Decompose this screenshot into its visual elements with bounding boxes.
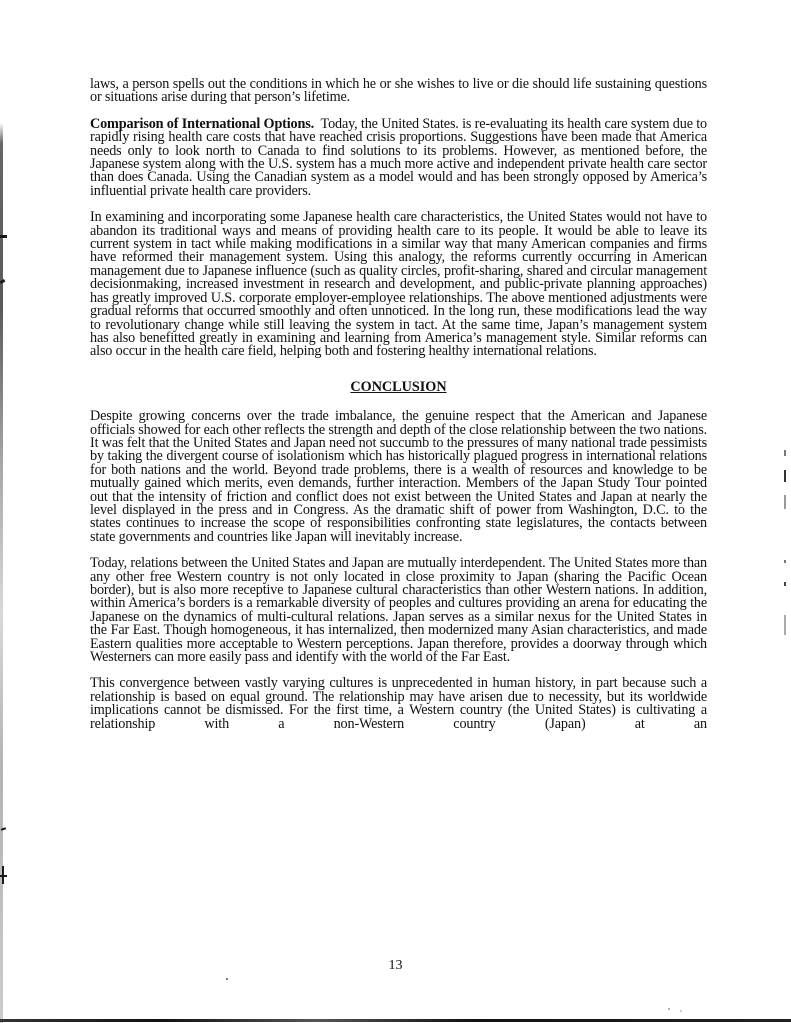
paragraph-text: laws, a person spells out the conditions in which he or she wishes to live or die should life sustaining questions or situations arise during that person’s lifetime. bbox=[90, 76, 707, 106]
paragraph-comparison-of-international-options bbox=[90, 115, 707, 199]
paragraph-text: In examining and incorporating some Japanese health care characteristics, the United States would not have to abandon its traditional ways and means of providing health care to its people. It would be able to leave its current system in tact while making modifications in a similar way that many American companies and firms have reformed their management system. Using this analogy, the reforms currently occurring in American management due to Japanese influence (such as quality circles, profit-sharing, shared and circular management decisionmaking, increased investment in research and development, and public-private planning approaches) has greatly improved U.S. corporate employer-employee relationships. The above mentioned adjustments were gradual reforms that occurred smoothly and often unnoticed. In the long run, these modifications lead the way to revolutionary change while still leaving the system in tact. At the same time, Japan’s management system has also benefitted greatly in examining and learning from America’s management style. Similar reforms can also occur in the health care field, helping both and fostering healthy international relations. bbox=[90, 209, 707, 360]
scan-right-artifact-4 bbox=[784, 560, 786, 563]
scan-mark-left-1 bbox=[0, 235, 7, 238]
paragraph-conclusion-trade-imbalance bbox=[90, 410, 707, 544]
scan-mark-left-3 bbox=[1, 827, 6, 831]
paragraph-japanese-health-care-characteristics bbox=[90, 211, 707, 358]
scan-mark-left-5 bbox=[2, 866, 4, 884]
paragraph-conclusion-interdependence bbox=[90, 557, 707, 664]
paragraph-text: Today, the United States. is re-evaluating its health care system due to rapidly rising health care costs that have reached crisis proportions. Suggestions have been made that America needs only to look north to Canada to find solutions to its problems. However, as mentioned before, the Japanese system along with the U.S. system has a much more active and independent private health care sector than does Canada. Using the Canadian system as a model would and has been strongly opposed by America’s influential private health care providers. bbox=[90, 115, 707, 199]
paragraph-text: This convergence between vastly varying cultures is unprecedented in human history, in part because such a relationship is based on equal ground. The relationship may have arisen due to necessity, but its worldwide implications cannot be dismissed. For the first time, a Western country (the United States) is cultivating a relationship with a non-Western country (Japan) at an bbox=[90, 675, 707, 732]
page-number: 13 bbox=[388, 958, 403, 973]
scan-speck bbox=[680, 1010, 682, 1012]
scan-right-artifact-3 bbox=[784, 495, 786, 509]
scan-right-artifact-2 bbox=[784, 470, 786, 482]
paragraph-living-will-continuation bbox=[90, 78, 707, 105]
paragraph-text: Today, relations between the United States and Japan are mutually interdependent. The United States more than any other free Western country is not only located in close proximity to Japan (sharing the Pacific Ocean border), but is also more receptive to Japanese cultural characteristics than other Western nations. In addition, within America’s borders is a remarkable diversity of peoples and cultures providing an arena for educating the Japanese on the dynamics of multi-cultural relations. Japan serves as a similar nexus for the United States in the Far East. Though homogeneous, it has internalized, then modernized many Asian characteristics, and made Eastern qualities more acceptable to Western perceptions. Japan therefore, provides a doorway through which Westerners can more easily pass and identify with the world of the Far East. bbox=[90, 555, 707, 666]
scan-right-artifact-1 bbox=[784, 450, 786, 456]
paragraph-conclusion-convergence bbox=[90, 677, 707, 731]
scan-speck bbox=[668, 1008, 670, 1010]
scan-bottom-edge-artifact bbox=[0, 1019, 791, 1022]
scan-right-artifact-6 bbox=[784, 615, 786, 635]
paragraph-lead-in-heading: Comparison of International Options. bbox=[90, 115, 314, 132]
paragraph-text: Despite growing concerns over the trade imbalance, the genuine respect that the American and Japanese officials showed for each other reflects the strength and depth of the close relationship between the two nations. It was felt that the United States and Japan need not succumb to the pressures of many national trade pessimists by taking the divergent course of isolationism which has historically plagued progress in international relations for both nations and the world. Beyond trade problems, there is a wealth of resources and knowledge to be mutually gained which merits, even demands, further interaction. Members of the Japan Study Tour pointed out that the intensity of friction and conflict does not exist between the United States and Japan at nearly the level displayed in the press and in Congress. As the dramatic shift of power from Washington, D.C. to the states continues to increase the scope of responsibilities confronting state legislatures, the contacts between state governments and countries like Japan will inevitably increase. bbox=[90, 408, 707, 545]
document-page bbox=[90, 78, 707, 744]
scan-right-artifact-5 bbox=[784, 582, 786, 586]
section-heading-conclusion: CONCLUSION bbox=[350, 378, 447, 395]
scan-speck bbox=[226, 978, 228, 980]
